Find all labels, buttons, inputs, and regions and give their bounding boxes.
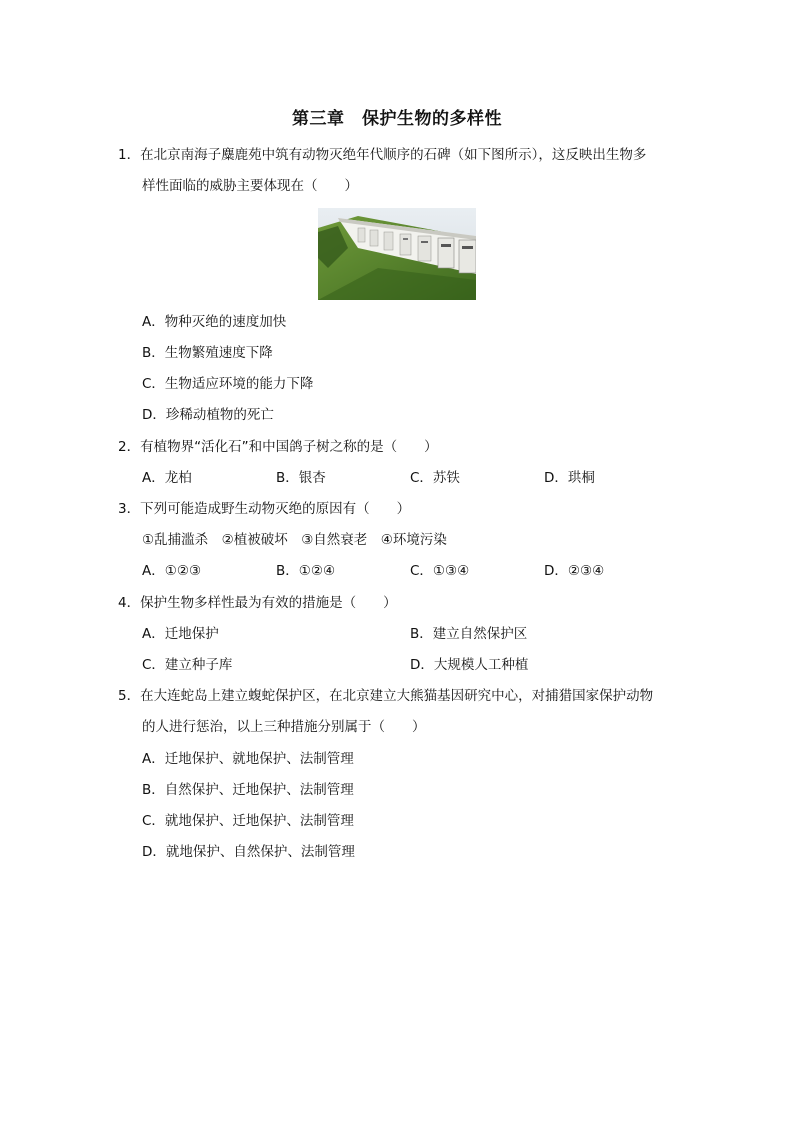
question-2-option-d: D．珙桐 [544, 470, 595, 486]
question-5-option-d: D．就地保护、自然保护、法制管理 [142, 844, 355, 860]
question-4-option-d: D．大规模人工种植 [410, 657, 529, 673]
question-1-text-line1: 1．在北京南海子麋鹿苑中筑有动物灭绝年代顺序的石碑（如下图所示），这反映出生物多 [118, 147, 647, 163]
page-title: 第三章 保护生物的多样性 [292, 109, 502, 129]
question-3-option-b: B．①②④ [276, 563, 336, 579]
question-1-option-c: C．生物适应环境的能力下降 [142, 376, 314, 392]
question-2-option-a: A．龙柏 [142, 470, 192, 486]
question-3-items: ①乱捕滥杀 ②植被破坏 ③自然衰老 ④环境污染 [142, 532, 447, 548]
question-3-option-c: C．①③④ [410, 563, 470, 579]
question-3-text: 3．下列可能造成野生动物灭绝的原因有（ ） [118, 501, 411, 517]
question-1-option-d: D．珍稀动植物的死亡 [142, 407, 274, 423]
question-5-option-b: B．自然保护、迁地保护、法制管理 [142, 782, 354, 798]
question-5-text-line2: 的人进行惩治，以上三种措施分别属于（ ） [142, 719, 426, 735]
question-1-option-a: A．物种灭绝的速度加快 [142, 314, 287, 330]
question-1-text-line2: 样性面临的威胁主要体现在（ ） [142, 178, 358, 194]
stone-tablets-photo [318, 208, 476, 300]
question-5-option-a: A．迁地保护、就地保护、法制管理 [142, 751, 354, 767]
question-1-option-b: B．生物繁殖速度下降 [142, 345, 273, 361]
question-4-option-a: A．迁地保护 [142, 626, 219, 642]
question-5-option-c: C．就地保护、迁地保护、法制管理 [142, 813, 354, 829]
question-4-option-b: B．建立自然保护区 [410, 626, 528, 642]
question-2-option-c: C．苏铁 [410, 470, 460, 486]
question-4-text: 4．保护生物多样性最为有效的措施是（ ） [118, 595, 397, 611]
question-4-option-c: C．建立种子库 [142, 657, 233, 673]
question-5-text-line1: 5．在大连蛇岛上建立蝮蛇保护区，在北京建立大熊猫基因研究中心，对捕猎国家保护动物 [118, 688, 654, 704]
question-3-option-a: A．①②③ [142, 563, 202, 579]
question-2-option-b: B．银杏 [276, 470, 326, 486]
question-2-text: 2．有植物界“活化石”和中国鸽子树之称的是（ ） [118, 439, 438, 455]
question-3-option-d: D．②③④ [544, 563, 605, 579]
